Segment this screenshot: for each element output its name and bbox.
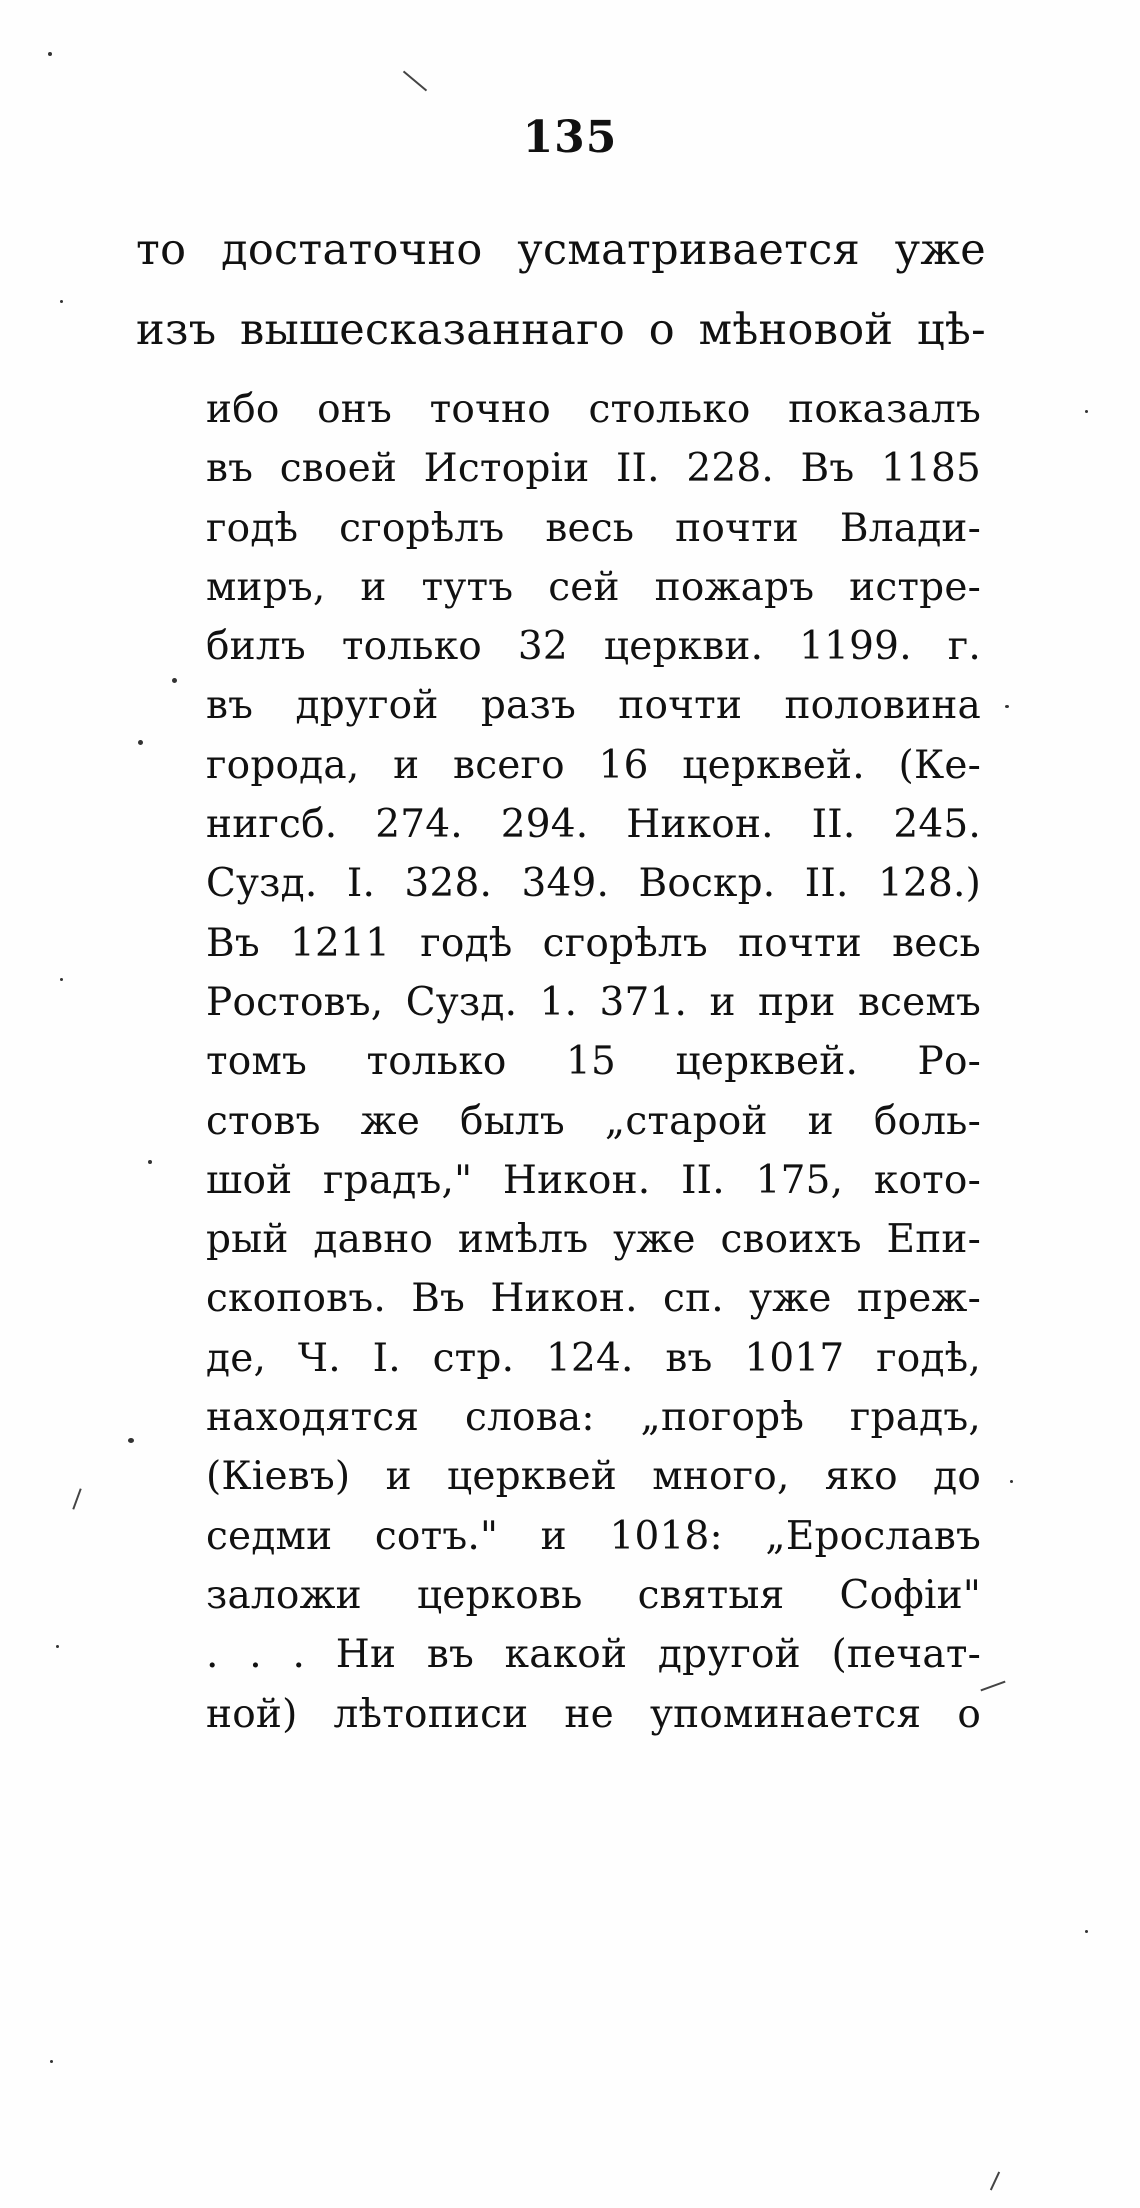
footnote-line: ной) лѣтописи не упоминается о [206,1691,981,1737]
scan-speck [56,1645,59,1648]
footnote [206,380,981,1744]
scan-scratch [990,2172,1000,2191]
footnote-line: билъ только 32 церкви. 1199. г. [206,624,981,670]
footnote-line: нигсб. 274. 294. Никон. II. 245. [206,802,981,848]
footnote-line: Ростовъ, Сузд. 1. 371. и при всемъ [206,979,981,1025]
footnote-line: Въ 1211 годѣ сгорѣлъ почти весь [206,920,981,966]
footnote-line: . . . Ни въ какой другой (печат- [206,1632,981,1678]
scan-speck [172,678,177,683]
scan-speck [128,1438,134,1443]
footnote-line: (Кіевъ) и церквей много, яко до [206,1454,981,1500]
footnote-line: седми сотъ." и 1018: „Ерославъ [206,1513,981,1559]
footnote-line: находятся слова: „погорѣ градъ, [206,1395,981,1441]
page-number: 135 [522,112,618,163]
footnote-line: миръ, и тутъ сей пожаръ истре- [206,564,981,610]
scan-scratch [980,1681,1005,1692]
scan-speck [1085,410,1088,413]
scan-scratch [403,71,427,92]
main-text [136,210,986,370]
scan-speck [48,52,52,56]
scan-scratch [72,1488,81,1509]
footnote-line: въ другой разъ почти половина [206,683,981,729]
footnote-line: стовъ же былъ „старой и боль- [206,1098,981,1144]
scan-speck [138,740,143,745]
scan-speck [50,2060,53,2063]
main-text-line: то достаточно усматривается уже [136,225,986,275]
scan-speck [1010,1480,1013,1483]
footnote-line: томъ только 15 церквей. Ро- [206,1039,981,1085]
footnote-line: рый давно имѣлъ уже своихъ Епи- [206,1217,981,1263]
main-text-line: изъ вышесказаннаго о мѣновой цѣ- [136,305,986,355]
footnote-line: де, Ч. I. стр. 124. въ 1017 годѣ, [206,1335,981,1381]
scan-speck [148,1160,152,1164]
footnote-line: шой градъ," Никон. II. 175, кото- [206,1157,981,1203]
scan-speck [60,300,63,303]
footnote-line: города, и всего 16 церквей. (Ке- [206,742,981,788]
scan-speck [60,978,63,981]
scan-speck [1085,1930,1088,1933]
footnote-line: Сузд. I. 328. 349. Воскр. II. 128.) [206,861,981,907]
footnote-line: въ своей Исторіи II. 228. Въ 1185 [206,446,981,492]
footnote-line: скоповъ. Въ Никон. сп. уже преж- [206,1276,981,1322]
footnote-line: заложи церковь святыя Софіи" [206,1572,981,1618]
footnote-line: ибо онъ точно столько показалъ [206,387,981,432]
scan-speck [1005,705,1009,708]
footnote-line: годѣ сгорѣлъ весь почти Влади- [206,505,981,551]
